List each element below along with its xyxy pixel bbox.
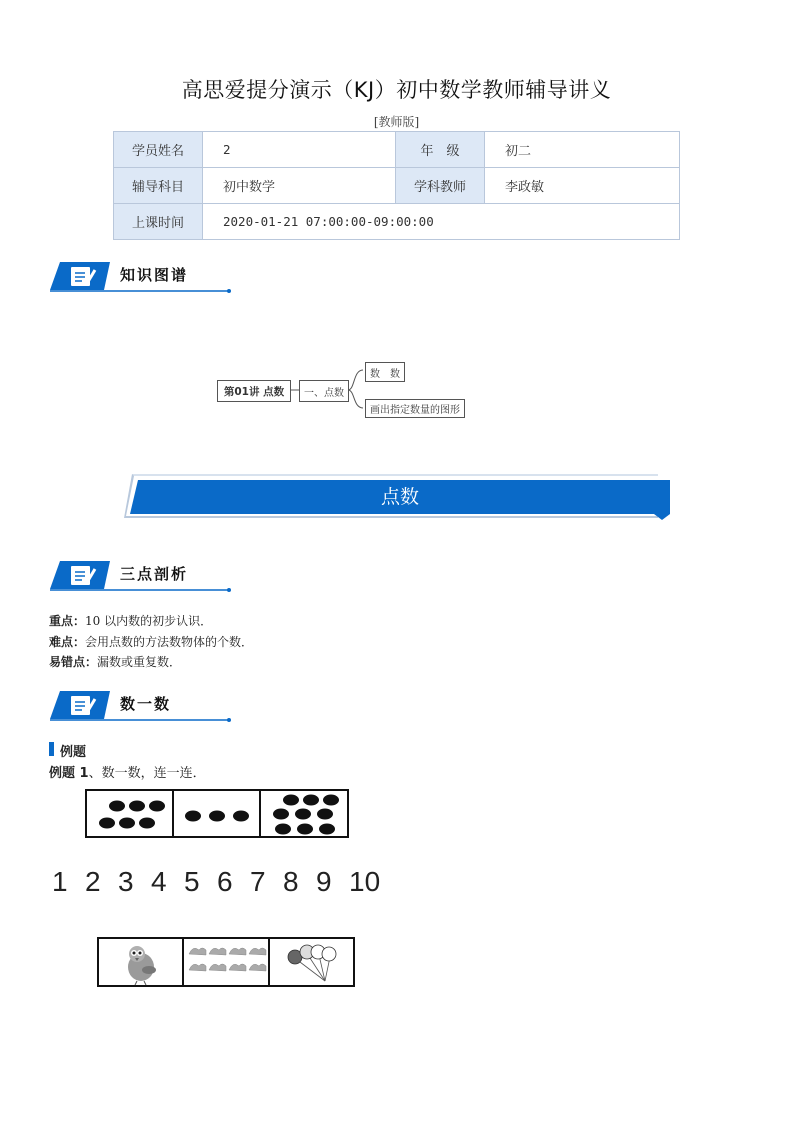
example-heading: 例题 xyxy=(60,745,87,760)
number-4: 4 xyxy=(151,866,167,897)
time-label: 上课时间 xyxy=(114,204,203,240)
table-row xyxy=(114,132,680,168)
error-point-text: 漏数或重复数． xyxy=(97,655,182,669)
edition-label: [教师版] xyxy=(373,115,420,129)
error-point-label: 易错点： xyxy=(49,655,98,669)
mindmap-branch-node: 一、点数 xyxy=(299,380,349,402)
section-title-count: 数一数 xyxy=(120,695,172,713)
grade-label: 年 级 xyxy=(396,132,485,168)
student-name-value: 2 xyxy=(203,132,396,168)
teacher-value: 李政敏 xyxy=(485,168,680,204)
example-marker xyxy=(49,742,54,756)
key-point-text: 10 以内数的初步认识． xyxy=(85,614,213,628)
student-name-label: 学员姓名 xyxy=(114,132,203,168)
key-point-label: 重点： xyxy=(49,614,86,628)
number-10: 10 xyxy=(349,866,381,897)
number-3: 3 xyxy=(118,866,134,897)
section-title-three-points: 三点剖析 xyxy=(120,565,189,583)
table-row xyxy=(114,204,680,240)
number-2: 2 xyxy=(85,866,101,897)
numbers-row xyxy=(52,866,382,898)
difficult-point-label: 难点： xyxy=(49,635,86,649)
table-row xyxy=(114,168,680,204)
key-point-line xyxy=(49,612,212,629)
teacher-label: 学科教师 xyxy=(396,168,485,204)
difficult-point-line xyxy=(49,633,253,650)
example-question xyxy=(49,762,206,781)
number-7: 7 xyxy=(250,866,266,897)
dot-groups-figure xyxy=(85,789,351,839)
time-value: 2020-01-21 07:00:00-09:00:00 xyxy=(203,204,680,240)
number-1: 1 xyxy=(52,866,68,897)
picture-groups-figure xyxy=(97,937,357,989)
number-5: 5 xyxy=(184,866,200,897)
number-8: 8 xyxy=(283,866,299,897)
example-question-text: 、数一数，连一连． xyxy=(88,766,206,781)
dot-group-three xyxy=(185,811,249,822)
page-title: 高思爱提分演示（KJ）初中数学教师辅导讲义 xyxy=(181,78,612,102)
number-9: 9 xyxy=(316,866,332,897)
subject-value: 初中数学 xyxy=(203,168,396,204)
number-6: 6 xyxy=(217,866,233,897)
subject-label: 辅导科目 xyxy=(114,168,203,204)
topic-banner-title: 点数 xyxy=(380,486,419,508)
mindmap-leaf-count: 数 数 xyxy=(365,362,405,382)
example-question-label: 例题 1 xyxy=(49,766,89,781)
mindmap-root-node: 第01讲 点数 xyxy=(217,380,291,402)
difficult-point-text: 会用点数的方法数物体的个数． xyxy=(85,635,254,649)
mindmap-leaf-draw: 画出指定数量的图形 xyxy=(365,399,465,418)
grade-value: 初二 xyxy=(485,132,680,168)
student-info-table xyxy=(113,131,680,240)
error-point-line xyxy=(49,653,181,670)
section-title-knowledge-map: 知识图谱 xyxy=(120,266,189,284)
